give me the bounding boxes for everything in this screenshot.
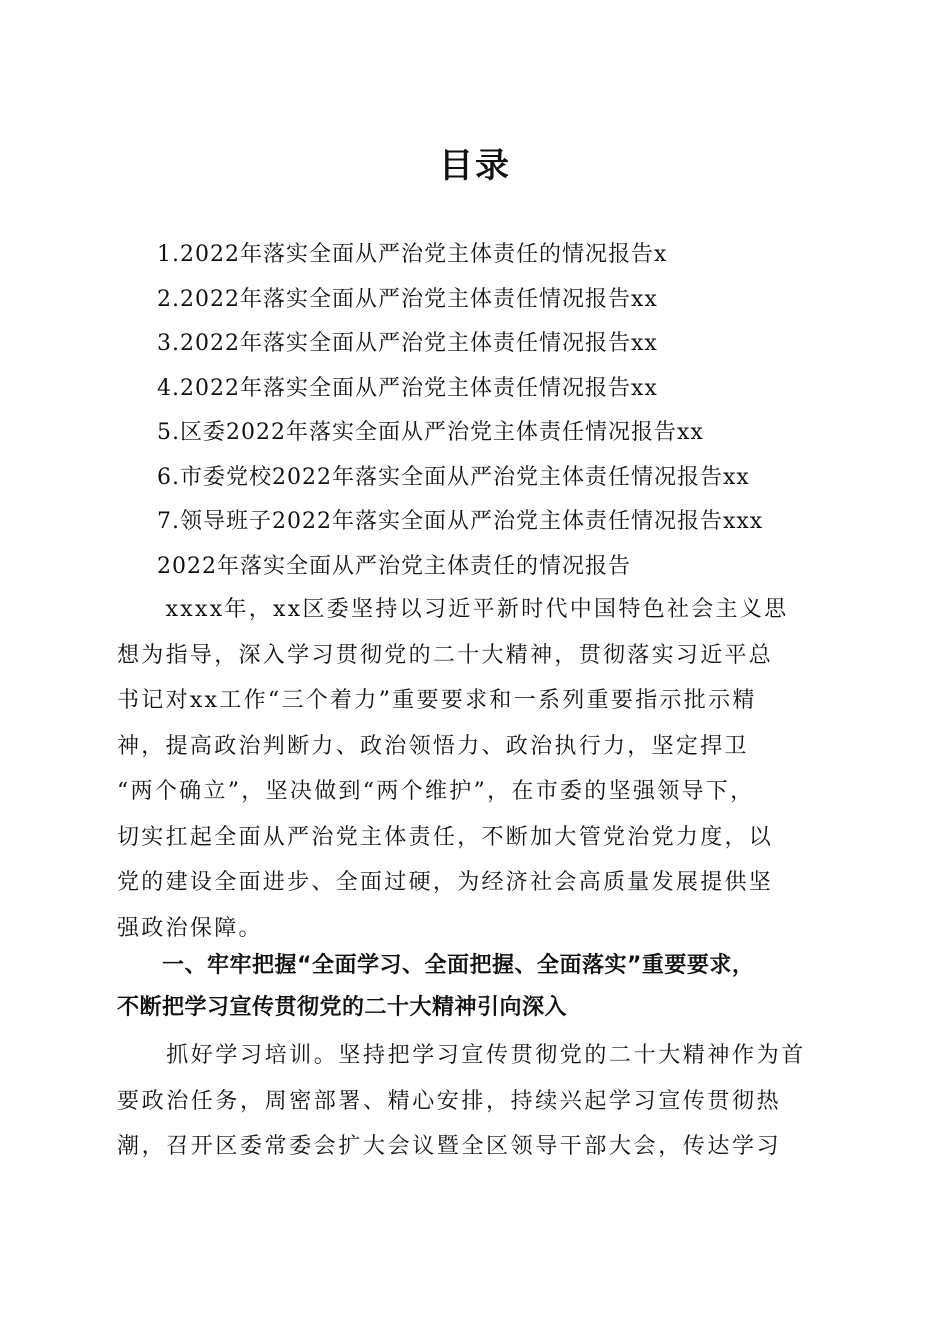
report-title: 2022年落实全面从严治党主体责任的情况报告 bbox=[157, 554, 631, 579]
section-heading bbox=[117, 945, 847, 1029]
paragraph-line: 书记对xx工作“三个着力”重要要求和一系列重要指示批示精 bbox=[117, 688, 757, 713]
paragraph-line: 要政治任务，周密部署、精心安排，持续兴起学习宣传贯彻热 bbox=[117, 1088, 782, 1114]
intro-paragraph bbox=[117, 587, 847, 951]
paragraph-line: 党的建设全面进步、全面过硬，为经济社会高质量发展提供坚 bbox=[117, 870, 774, 895]
toc-item[interactable]: 6.市委党校2022年落实全面从严治党主体责任情况报告xx bbox=[157, 464, 750, 490]
paragraph-line: xxxx年，xx区委坚持以习近平新时代中国特色社会主义思 bbox=[117, 597, 789, 622]
heading-line: 不断把学习宣传贯彻党的二十大精神引向深入 bbox=[117, 995, 568, 1020]
section-paragraph bbox=[117, 1033, 847, 1170]
heading-line: 一、牢牢把握“全面学习、全面把握、全面落实”重要要求， bbox=[117, 953, 755, 978]
table-of-contents bbox=[157, 233, 857, 545]
paragraph-line: 抓好学习培训。坚持把学习宣传贯彻党的二十大精神作为首 bbox=[117, 1043, 806, 1068]
paragraph-line: 神，提高政治判断力、政治领悟力、政治执行力，坚定捍卫 bbox=[117, 733, 749, 759]
paragraph-line: 切实扛起全面从严治党主体责任，不断加大管党治党力度，以 bbox=[117, 824, 774, 850]
paragraph-line: 强政治保障。 bbox=[117, 915, 263, 941]
toc-item[interactable]: 5.区委2022年落实全面从严治党主体责任情况报告xx bbox=[157, 420, 704, 445]
page-title: 目录 bbox=[439, 146, 511, 186]
toc-item[interactable]: 4.2022年落实全面从严治党主体责任情况报告xx bbox=[157, 375, 658, 401]
toc-item[interactable]: 7.领导班子2022年落实全面从严治党主体责任情况报告xxx bbox=[157, 509, 764, 534]
toc-item[interactable]: 2.2022年落实全面从严治党主体责任情况报告xx bbox=[157, 286, 658, 312]
paragraph-line: “两个确立”，坚决做到“两个维护”，在市委的坚强领导下， bbox=[117, 779, 755, 804]
paragraph-line: 潮，召开区委常委会扩大会议暨全区领导干部大会，传达学习 bbox=[117, 1134, 782, 1159]
toc-item[interactable]: 1.2022年落实全面从严治党主体责任的情况报告x bbox=[157, 242, 668, 267]
toc-item[interactable]: 3.2022年落实全面从严治党主体责任情况报告xx bbox=[157, 331, 658, 356]
paragraph-line: 想为指导，深入学习贯彻党的二十大精神，贯彻落实习近平总 bbox=[117, 642, 774, 668]
